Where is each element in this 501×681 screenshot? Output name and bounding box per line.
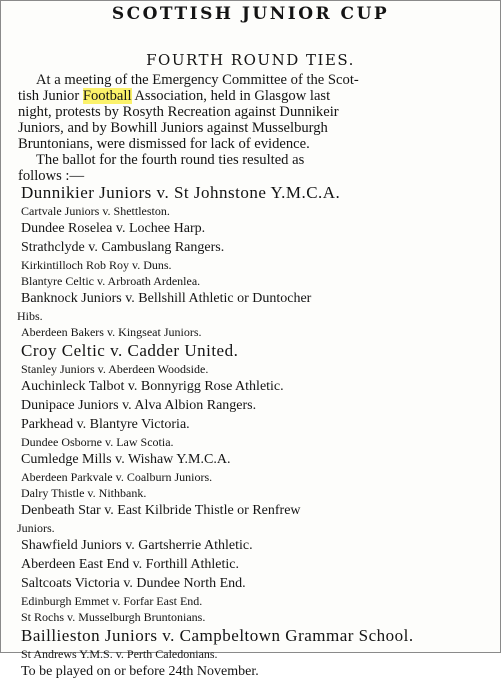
paragraph-line: The ballot for the fourth round ties resulted as [36,152,305,168]
fixture-row: Dunnikier Juniors v. St Johnstone Y.M.C.A. [21,183,341,202]
fixture-row: Aberdeen Bakers v. Kingseat Juniors. [21,325,202,339]
fixture-row: Baillieston Juniors v. Campbeltown Grammar School. [21,626,414,645]
fixture-row: Banknock Juniors v. Bellshill Athletic or Duntocher [21,291,312,306]
fixture-row: Stanley Juniors v. Aberdeen Woodside. [21,362,209,376]
fixture-row: Croy Celtic v. Cadder United. [21,341,239,360]
fixture-row: Strathclyde v. Cambuslang Rangers. [21,240,225,255]
fixture-row: Saltcoats Victoria v. Dundee North End. [21,576,246,591]
highlighted-term: Football [82,88,132,104]
fixture-row: Juniors. [17,521,55,535]
fixture-row: Auchinleck Talbot v. Bonnyrigg Rose Athletic. [21,379,284,394]
fixture-row: Blantyre Celtic v. Arbroath Ardenlea. [21,274,201,288]
fixture-row: Kirkintilloch Rob Roy v. Duns. [21,258,172,272]
paragraph-line: follows :— [18,168,85,184]
paragraph-line: night, protests by Rosyth Recreation against Dunnikeir [18,104,339,120]
fixture-row: Aberdeen Parkvale v. Coalburn Juniors. [21,470,213,484]
fixture-row: Aberdeen East End v. Forthill Athletic. [21,557,239,572]
paragraph-text: Association, held in Glasgow last [131,88,331,104]
fixture-row: Shawfield Juniors v. Gartsherrie Athletic. [21,538,253,553]
paragraph-text: tish Junior [18,88,83,104]
headline: SCOTTISH JUNIOR CUP [111,4,390,24]
fixture-row: Dundee Osborne v. Law Scotia. [21,435,174,449]
fixture-list [17,182,496,681]
fixture-row: Cartvale Juniors v. Shettleston. [21,204,170,218]
fixture-row: Parkhead v. Blantyre Victoria. [21,417,190,432]
fixture-row: Denbeath Star v. East Kilbride Thistle or Renfrew [21,503,301,518]
fixture-row: Cumledge Mills v. Wishaw Y.M.C.A. [21,452,231,467]
article-paragraph [18,72,490,184]
subheadline: FOURTH ROUND TIES. [146,51,355,69]
fixture-row: Edinburgh Emmet v. Forfar East End. [21,594,203,608]
fixture-row: St Rochs v. Musselburgh Bruntonians. [21,610,206,624]
fixture-row: Dundee Roselea v. Lochee Harp. [21,221,206,236]
fixture-row: To be played on or before 24th November. [21,664,259,679]
fixture-row: Dunipace Juniors v. Alva Albion Rangers. [21,398,257,413]
fixture-row: Hibs. [17,309,43,323]
paragraph-line: Juniors, and by Bowhill Juniors against Musselburgh [18,120,328,136]
paragraph-line: Bruntonians, were dismissed for lack of evidence. [18,136,310,152]
paragraph-line [18,88,490,104]
paragraph-line: At a meeting of the Emergency Committee of the Scot- [36,72,359,88]
fixture-row: St Andrews Y.M.S. v. Perth Caledonians. [21,647,218,661]
fixture-row: Dalry Thistle v. Nithbank. [21,486,147,500]
